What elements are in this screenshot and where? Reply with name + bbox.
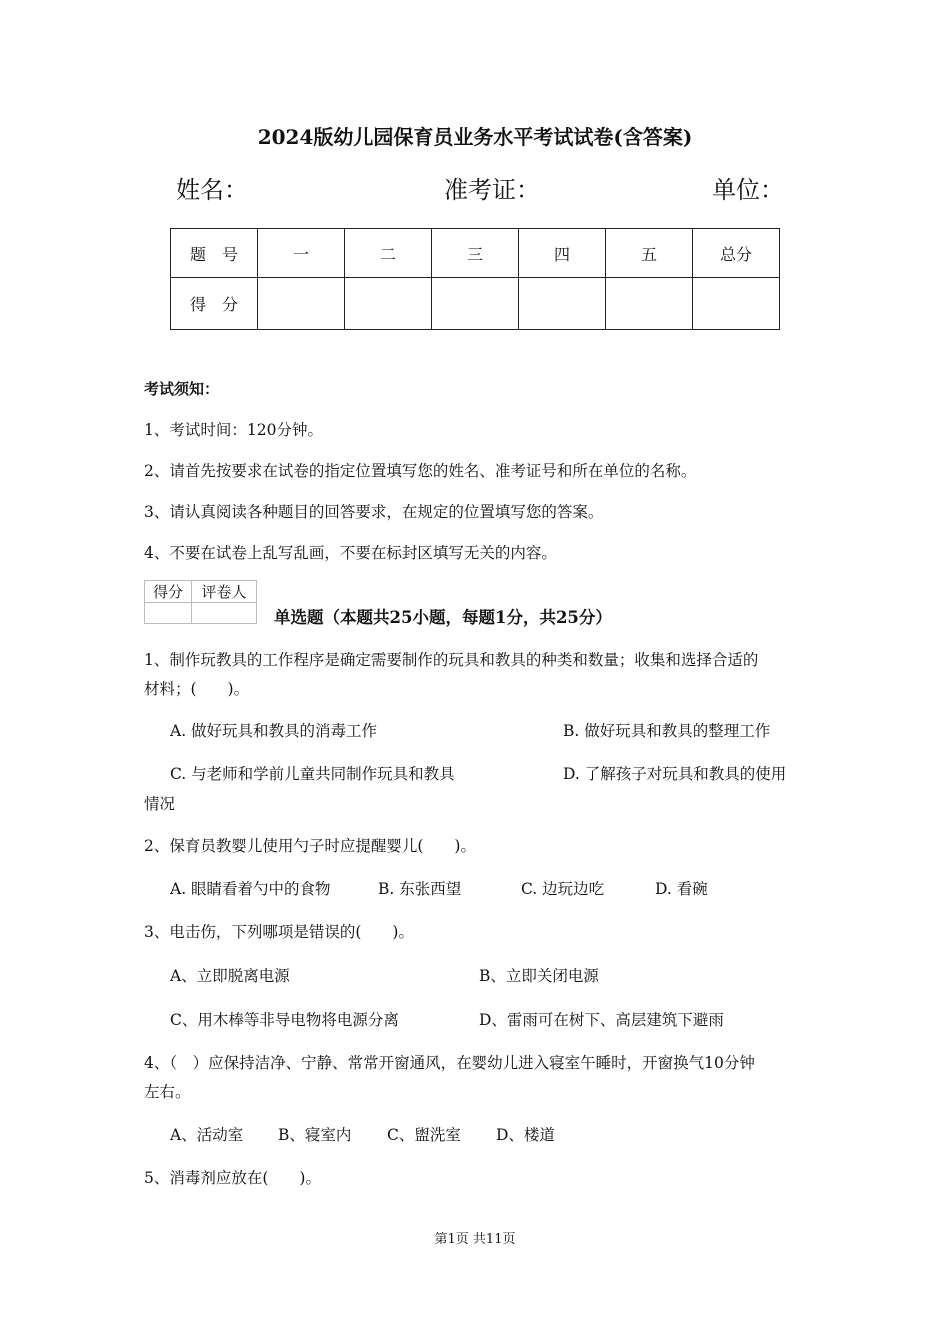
score-table-col-5: 五 <box>606 229 693 278</box>
notice-item: 1、考试时间：120分钟。 <box>144 421 323 439</box>
question-2-option-d: D. 看碗 <box>655 880 708 898</box>
exam-title: 2024版幼儿园保育员业务水平考试试卷(含答案) <box>257 125 693 149</box>
score-cell <box>345 278 432 330</box>
question-2-text: 2、保育员教婴儿使用勺子时应提醒婴儿( )。 <box>144 837 476 855</box>
score-cell <box>432 278 519 330</box>
exam-id-field-label: 准考证： <box>444 176 540 204</box>
question-1-option-c: C. 与老师和学前儿童共同制作玩具和教具 <box>170 765 455 783</box>
question-3-option-c: C、用木棒等非导电物将电源分离 <box>170 1011 399 1029</box>
question-3-option-a: A、立即脱离电源 <box>170 967 290 985</box>
section-heading: 单选题（本题共25小题，每题1分，共25分） <box>274 608 612 627</box>
question-1-text: 1、制作玩教具的工作程序是确定需要制作的玩具和教具的种类和数量；收集和选择合适的 <box>144 651 759 669</box>
question-4-option-a: A、活动室 <box>170 1126 244 1144</box>
question-3-option-d: D、雷雨可在树下、高层建筑下避雨 <box>479 1011 724 1029</box>
question-4-text: 4、（ ）应保持洁净、宁静、常常开窗通风，在婴幼儿进入寝室午睡时，开窗换气10分钟 <box>144 1054 755 1072</box>
grader-box <box>144 580 257 624</box>
question-5-text: 5、消毒剂应放在( )。 <box>144 1169 321 1187</box>
score-cell <box>606 278 693 330</box>
score-table <box>170 228 780 330</box>
notice-item: 4、不要在试卷上乱写乱画，不要在标封区填写无关的内容。 <box>144 544 557 562</box>
score-table-col-4: 四 <box>519 229 606 278</box>
score-cell <box>519 278 606 330</box>
question-2-option-a: A. 眼睛看着勺中的食物 <box>170 880 331 898</box>
score-table-header-label: 题 号 <box>171 229 258 278</box>
question-4-option-d: D、楼道 <box>496 1126 555 1144</box>
unit-field-label: 单位： <box>712 176 784 204</box>
question-1-option-a: A. 做好玩具和教具的消毒工作 <box>170 722 378 740</box>
grader-reviewer-cell <box>192 603 257 624</box>
notice-heading: 考试须知： <box>144 380 220 398</box>
page-footer: 第1页 共11页 <box>434 1232 516 1247</box>
question-4-option-c: C、盥洗室 <box>387 1126 461 1144</box>
score-table-col-1: 一 <box>258 229 345 278</box>
score-table-header-row <box>171 229 780 278</box>
question-2-option-c: C. 边玩边吃 <box>521 880 605 898</box>
score-table-col-3: 三 <box>432 229 519 278</box>
name-field-label: 姓名： <box>176 176 248 204</box>
question-1-text-cont: 材料；( )。 <box>144 680 250 698</box>
score-table-score-label: 得 分 <box>171 278 258 330</box>
question-1-option-b: B. 做好玩具和教具的整理工作 <box>563 722 771 740</box>
question-3-text: 3、电击伤，下列哪项是错误的( )。 <box>144 923 414 941</box>
question-4-text-cont: 左右。 <box>144 1083 191 1101</box>
score-table-col-2: 二 <box>345 229 432 278</box>
question-4-option-b: B、寝室内 <box>278 1126 352 1144</box>
grader-score-label: 得分 <box>145 581 192 603</box>
question-2-option-b: B. 东张西望 <box>378 880 462 898</box>
question-1-option-d: D. 了解孩子对玩具和教具的使用 <box>563 765 787 783</box>
grader-score-cell <box>145 603 192 624</box>
score-cell <box>258 278 345 330</box>
score-cell <box>693 278 780 330</box>
grader-reviewer-label: 评卷人 <box>192 581 257 603</box>
question-3-option-b: B、立即关闭电源 <box>479 967 599 985</box>
notice-item: 3、请认真阅读各种题目的回答要求，在规定的位置填写您的答案。 <box>144 503 604 521</box>
notice-item: 2、请首先按要求在试卷的指定位置填写您的姓名、准考证号和所在单位的名称。 <box>144 462 697 480</box>
score-table-col-total: 总分 <box>693 229 780 278</box>
score-table-score-row <box>171 278 780 330</box>
question-1-option-d-wrap: 情况 <box>144 795 176 813</box>
